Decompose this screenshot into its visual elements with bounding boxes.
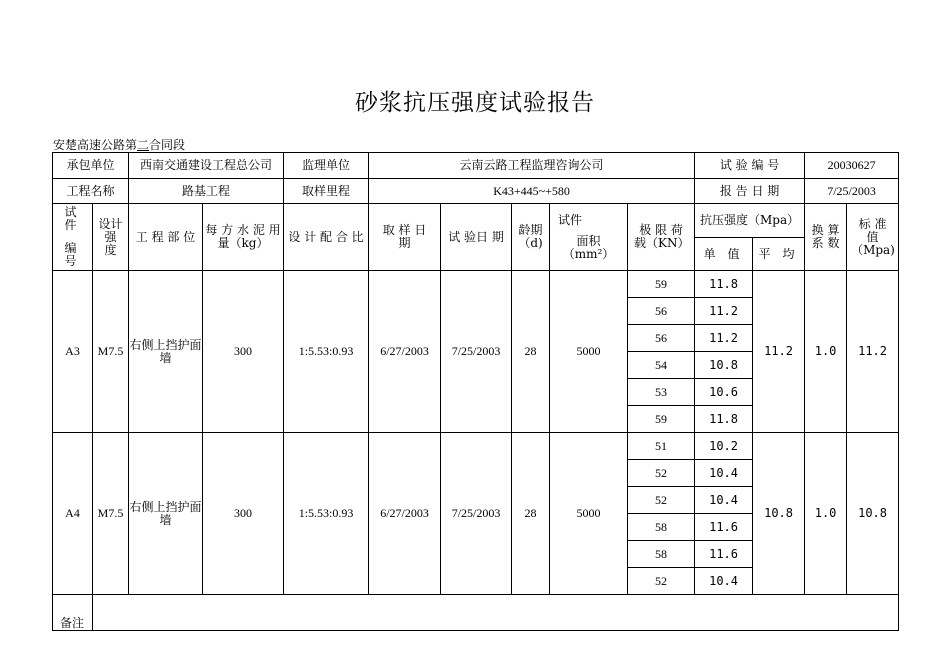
contract-prefix: 安楚高速公路第 — [53, 138, 138, 152]
table-row — [53, 271, 899, 298]
remarks-label: 备注 — [53, 595, 93, 631]
project-part: 右侧上挡护面墙 — [129, 271, 203, 433]
col-area: 试件 面积（mm²） — [550, 204, 628, 271]
single-strength: 10.8 — [695, 352, 753, 379]
test-date: 7/25/2003 — [441, 433, 512, 595]
conversion-factor: 1.0 — [805, 271, 847, 433]
single-strength: 11.6 — [695, 541, 753, 568]
load-value: 53 — [628, 379, 695, 406]
supervisor-value: 云南云路工程监理咨询公司 — [369, 153, 695, 179]
single-strength: 11.8 — [695, 271, 753, 298]
col-strength: 抗压强度（Mpa） — [695, 204, 805, 238]
single-strength: 11.2 — [695, 298, 753, 325]
project-part: 右侧上挡护面墙 — [129, 433, 203, 595]
supervisor-label: 监理单位 — [284, 153, 369, 179]
mix-ratio: 1:5.53:0.93 — [284, 271, 369, 433]
load-value: 52 — [628, 568, 695, 595]
header-row-project — [53, 179, 899, 204]
column-header-row-1 — [53, 204, 899, 238]
load-value: 59 — [628, 271, 695, 298]
header-row-contractor — [53, 153, 899, 179]
load-value: 51 — [628, 433, 695, 460]
single-strength: 11.8 — [695, 406, 753, 433]
col-design-strength: 设计 强 度 — [93, 204, 129, 271]
specimen-area: 5000 — [550, 271, 628, 433]
load-value: 58 — [628, 541, 695, 568]
project-name-label: 工程名称 — [53, 179, 129, 204]
col-factor: 换 算 系 数 — [805, 204, 847, 271]
cement-amount: 300 — [203, 271, 284, 433]
col-age: 龄期（d) — [512, 204, 550, 271]
load-value: 56 — [628, 298, 695, 325]
age-days: 28 — [512, 271, 550, 433]
single-strength: 10.2 — [695, 433, 753, 460]
single-strength: 10.4 — [695, 568, 753, 595]
contractor-value: 西南交通建设工程总公司 — [129, 153, 284, 179]
sampling-label: 取样里程 — [284, 179, 369, 204]
mix-ratio: 1:5.53:0.93 — [284, 433, 369, 595]
sample-date: 6/27/2003 — [369, 433, 441, 595]
contract-number: 二 — [137, 138, 150, 152]
single-strength: 11.6 — [695, 514, 753, 541]
average-strength: 10.8 — [753, 433, 805, 595]
conversion-factor: 1.0 — [805, 433, 847, 595]
col-part: 工 程 部 位 — [129, 204, 203, 271]
load-value: 52 — [628, 460, 695, 487]
contractor-label: 承包单位 — [53, 153, 129, 179]
design-strength: M7.5 — [93, 433, 129, 595]
report-title: 砂浆抗压强度试验报告 — [355, 90, 595, 116]
sample-date: 6/27/2003 — [369, 271, 441, 433]
col-mix: 设 计 配 合 比 — [284, 204, 369, 271]
col-load: 极 限 荷 载（KN） — [628, 204, 695, 271]
load-value: 58 — [628, 514, 695, 541]
age-days: 28 — [512, 433, 550, 595]
standard-value: 11.2 — [847, 271, 899, 433]
col-sample-date: 取 样 日 期 — [369, 204, 441, 271]
load-value: 59 — [628, 406, 695, 433]
col-test-date: 试 验日 期 — [441, 204, 512, 271]
test-no-value: 20030627 — [805, 153, 899, 179]
test-date: 7/25/2003 — [441, 271, 512, 433]
contract-section-line — [53, 136, 185, 153]
remarks-content — [93, 595, 899, 631]
cement-amount: 300 — [203, 433, 284, 595]
single-strength: 10.4 — [695, 460, 753, 487]
single-strength: 10.4 — [695, 487, 753, 514]
single-strength: 11.2 — [695, 325, 753, 352]
report-date-label: 报 告 日 期 — [695, 179, 805, 204]
load-value: 56 — [628, 325, 695, 352]
load-value: 52 — [628, 487, 695, 514]
average-strength: 11.2 — [753, 271, 805, 433]
specimen-id: A3 — [53, 271, 93, 433]
report-date-value: 7/25/2003 — [805, 179, 899, 204]
col-average: 平 均 — [753, 238, 805, 271]
project-name-value: 路基工程 — [129, 179, 284, 204]
test-no-label: 试 验 编 号 — [695, 153, 805, 179]
col-specimen-no: 试 件 编 号 — [53, 204, 93, 271]
design-strength: M7.5 — [93, 271, 129, 433]
contract-suffix: 合同段 — [149, 138, 186, 152]
col-single: 单 值 — [695, 238, 753, 271]
sampling-value: K43+445~+580 — [369, 179, 695, 204]
specimen-id: A4 — [53, 433, 93, 595]
single-strength: 10.6 — [695, 379, 753, 406]
col-cement: 每 方 水 泥 用 量（kg） — [203, 204, 284, 271]
report-table — [52, 152, 899, 631]
specimen-area: 5000 — [550, 433, 628, 595]
remarks-row — [53, 595, 899, 631]
table-row — [53, 433, 899, 460]
load-value: 54 — [628, 352, 695, 379]
standard-value: 10.8 — [847, 433, 899, 595]
col-standard: 标 准 值 （Mpa) — [847, 204, 899, 271]
